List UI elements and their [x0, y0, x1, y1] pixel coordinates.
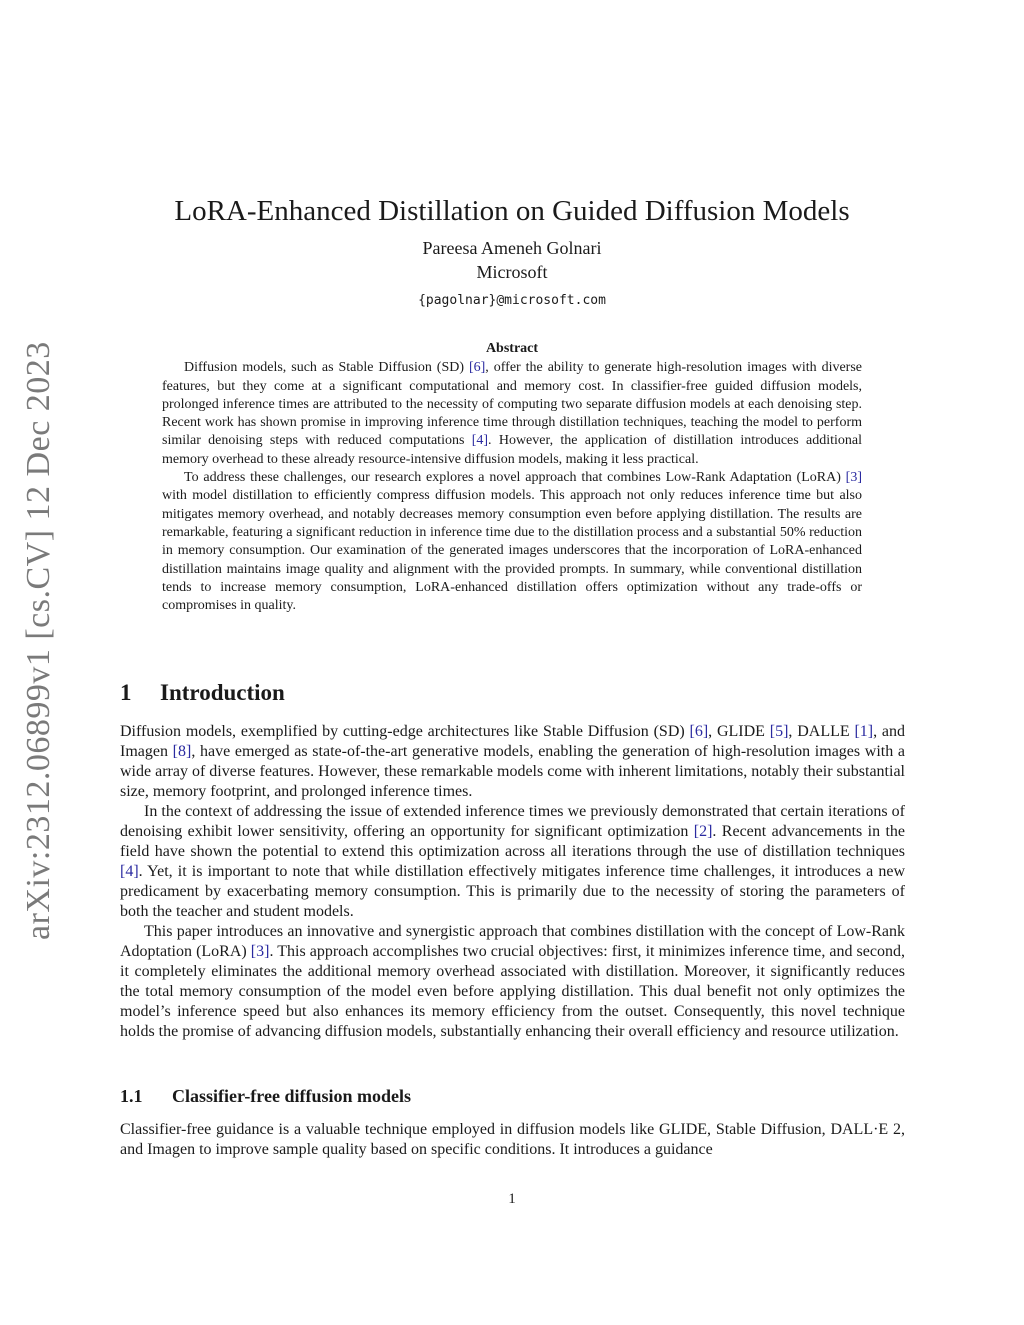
text-run: In the context of addressing the issue of extended inference times we previously demonstrated that certain iterations of denoising exhibit lower sensitivity, offering an opportunity for significant optimization — [120, 803, 905, 840]
text-run: To address these challenges, our research explores a novel approach that combines Low-Rank Adaptation (LoRA) — [184, 470, 846, 486]
text-run: , have emerged as state-of-the-art generative models, enabling the generation of high-resolution images with a wide array of diverse features. However, these remarkable models come with inherent limitations, notably their substantial size, memory footprint, and prolonged inference times. — [120, 743, 906, 800]
text-run: , GLIDE — [708, 723, 770, 740]
author-block — [0, 236, 1024, 313]
citation-link[interactable]: [6] — [468, 360, 486, 376]
citation-link[interactable]: [5] — [769, 723, 789, 740]
citation-link[interactable]: [3] — [250, 943, 270, 960]
text-run: This paper introduces an innovative and synergistic approach that combines distillation with the concept of Low-Rank Adoptation (LoRA) — [120, 923, 905, 960]
arxiv-identifier: arXiv:2312.06899v1 [cs.CV] 12 Dec 2023 — [20, 341, 57, 940]
abstract-heading: Abstract — [485, 341, 539, 356]
classifier-free-body — [120, 1120, 905, 1160]
section-number: 1 — [120, 680, 132, 705]
paper-title: LoRA-Enhanced Distillation on Guided Diffusion Models — [174, 195, 850, 228]
text-run: Diffusion models, such as Stable Diffusion (SD) — [184, 360, 469, 376]
text-run: . This approach accomplishes two crucial objectives: first, it minimizes inference time, and second, it completely eliminates the additional memory overhead associated with distillation. Moreover, it significantly reduces the total memory consumption of the model even before applying distillation. This dual benefit not only optimizes the model’s inference speed but also enhances its memory efficiency from the outset. Consequently, this novel technique holds the promise of advancing diffusion models, substantially enhancing their overall efficiency and resource utilization. — [120, 943, 905, 1040]
text-run: . Recent advancements in the field have shown the potential to extend this optimization across all iterations through the use of distillation techniques — [120, 823, 906, 860]
intro-paragraph-1 — [120, 722, 905, 802]
subsection-heading-classifier-free — [120, 1086, 411, 1107]
subsection-title: Classifier-free diffusion models — [172, 1086, 411, 1106]
text-run: . Yet, it is important to note that while distillation effectively mitigates inference time challenges, it introduces a new predicament by exacerbating memory consumption. This is primarily due to the necessity of storing the parameters of both the teacher and student models. — [120, 863, 905, 920]
abstract-paragraph-2 — [162, 469, 862, 615]
citation-link[interactable]: [2] — [693, 823, 713, 840]
citation-link[interactable]: [3] — [845, 470, 862, 486]
cf-paragraph-1: Classifier-free guidance is a valuable technique employed in diffusion models like GLIDE, Stable Diffusion, DALL·E 2, and Imagen to improve sample quality based on specific conditions. It introduces a guidance — [120, 1121, 905, 1158]
subsection-number: 1.1 — [120, 1086, 143, 1106]
text-run: with model distillation to efficiently compress diffusion models. This approach not only reduces inference time but also mitigates memory overhead, and notably decreases memory consumption even before applying distillation. The results are remarkable, featuring a significant reduction in inference time due to the distillation process and a substantial 50% reduction in memory consumption. Our examination of the generated images underscores that the incorporation of LoRA-enhanced distillation maintains image quality and alignment with the provided prompts. In summary, while conventional distillation tends to increase memory consumption, LoRA-enhanced distillation offers optimization without any trade-offs or compromises in quality. — [162, 488, 862, 614]
introduction-body — [120, 722, 905, 1042]
intro-paragraph-2 — [120, 802, 905, 922]
citation-link[interactable]: [4] — [471, 433, 489, 449]
page-number: 1 — [508, 1191, 516, 1207]
text-run: , DALLE — [788, 723, 855, 740]
author-email: {pagolnar}@microsoft.com — [418, 293, 606, 308]
citation-link[interactable]: [4] — [120, 863, 139, 880]
section-title: Introduction — [160, 680, 285, 705]
author-name: Pareesa Ameneh Golnari — [422, 238, 602, 258]
citation-link[interactable]: [6] — [689, 723, 709, 740]
author-affiliation: Microsoft — [476, 262, 548, 282]
citation-link[interactable]: [8] — [172, 743, 192, 760]
abstract — [162, 340, 862, 615]
text-run: , offer the ability to generate high-resolution images with diverse features, but they come at a significant computational and memory cost. In classifier-free guided diffusion models, prolonged inference times are attributed to the necessity of computing two separate diffusion models at each denoising step. Recent work has shown promise in improving inference time through distillation techniques, teaching the model to perform similar denoising steps with reduced computations — [162, 360, 862, 449]
text-run: , and Imagen — [120, 723, 905, 760]
text-run: Diffusion models, exemplified by cutting-edge architectures like Stable Diffusion (SD) — [120, 723, 690, 740]
intro-paragraph-3 — [120, 922, 905, 1042]
section-heading-introduction — [120, 680, 285, 706]
abstract-paragraph-1 — [162, 359, 862, 469]
text-run: . However, the application of distillation introduces additional memory overhead to these already resource-intensive diffusion models, making it less practical. — [162, 433, 863, 467]
citation-link[interactable]: [1] — [854, 723, 874, 740]
